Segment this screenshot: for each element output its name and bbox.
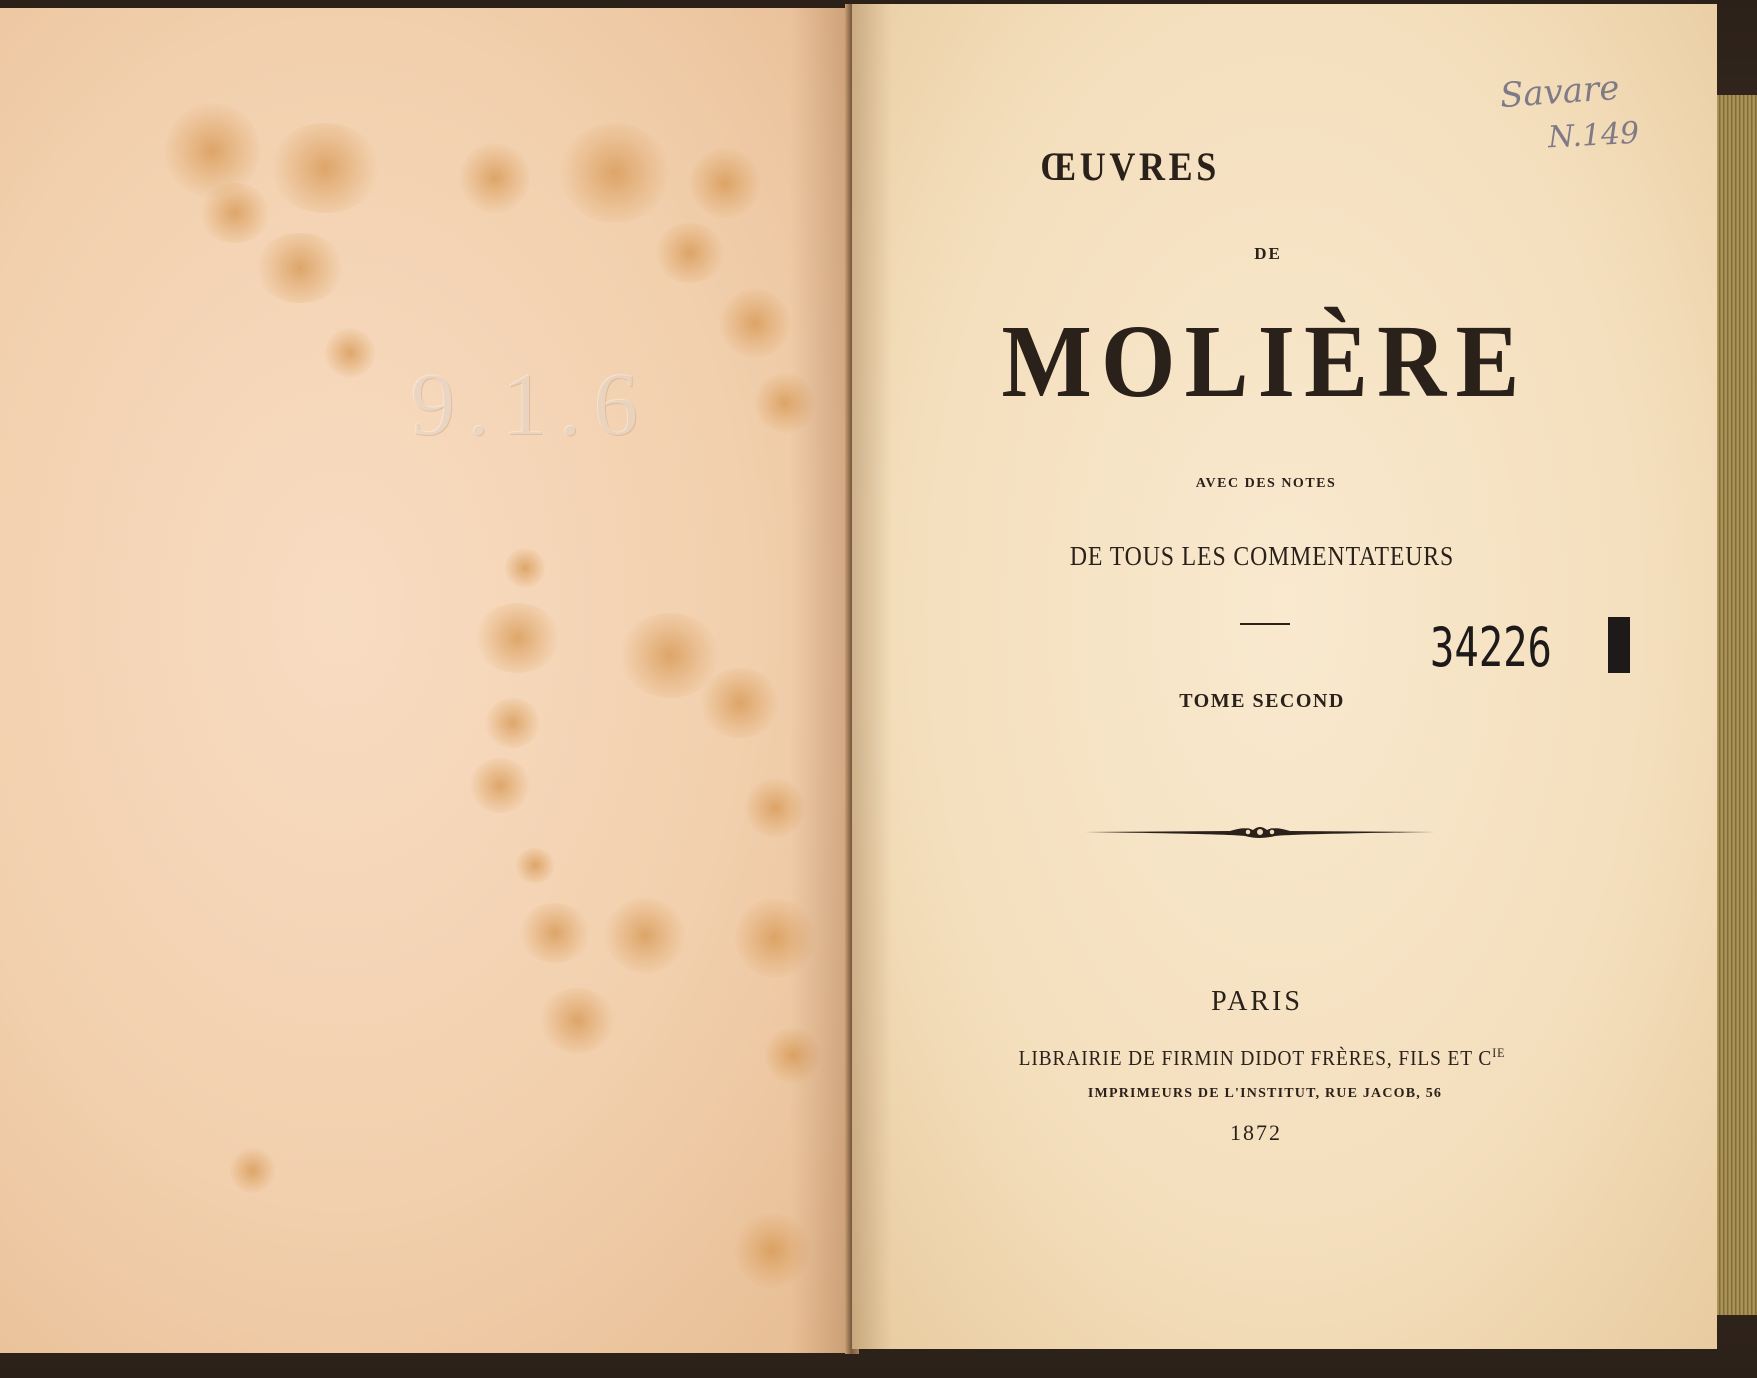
gilt-page-edge xyxy=(1712,95,1757,1315)
subtitle-commentators: DE TOUS LES COMMENTATEURS xyxy=(1069,541,1455,571)
publication-year: 1872 xyxy=(1230,1120,1282,1145)
stamp-bar xyxy=(1608,617,1630,673)
subtitle-notes: AVEC DES NOTES xyxy=(1195,476,1337,491)
publisher-line xyxy=(1019,1045,1506,1071)
foxing-spot xyxy=(505,548,545,588)
embossed-mark: 9.1.6 xyxy=(410,355,650,454)
foxing-spot xyxy=(690,148,760,218)
printer-line: IMPRIMEURS DE L'INSTITUT, RUE JACOB, 56 xyxy=(1087,1086,1443,1101)
foxing-spot xyxy=(745,778,805,838)
ornamental-flourish xyxy=(1085,820,1435,844)
foxing-spot xyxy=(325,328,375,378)
foxing-spot xyxy=(735,898,815,978)
foxing-spot xyxy=(700,668,780,738)
author-name: MOLIÈRE xyxy=(1001,304,1529,419)
publisher-suffix: IE xyxy=(1492,1045,1506,1060)
foxing-spot xyxy=(540,988,615,1053)
publisher-name: LIBRAIRIE DE FIRMIN DIDOT FRÈRES, FILS ET C xyxy=(1018,1046,1493,1070)
foxing-spot xyxy=(485,698,540,748)
foxing-spot xyxy=(655,223,725,283)
foxing-spot xyxy=(560,123,670,223)
foxing-spot xyxy=(605,898,685,973)
foxing-spot xyxy=(720,288,790,358)
foxing-spot xyxy=(255,233,345,303)
divider-rule xyxy=(1240,623,1290,625)
left-page xyxy=(0,8,850,1353)
foxing-spot xyxy=(765,1028,820,1083)
publication-city: PARIS xyxy=(1211,986,1303,1017)
foxing-spot xyxy=(755,373,815,433)
handwritten-note: N.149 xyxy=(1547,115,1640,156)
foxing-spot xyxy=(515,848,555,883)
title-de: DE xyxy=(1254,244,1282,263)
foxing-spot xyxy=(520,903,590,963)
volume-label: TOME SECOND xyxy=(1179,690,1345,712)
foxing-spot xyxy=(735,1213,810,1288)
foxing-spot xyxy=(200,183,270,243)
handwritten-note: Savare xyxy=(1498,67,1621,117)
library-stamp-number: 34226 xyxy=(1430,616,1552,679)
foxing-spot xyxy=(230,1148,275,1193)
title-oeuvres: ŒUVRES xyxy=(1040,144,1220,189)
foxing-spot xyxy=(270,123,380,213)
foxing-spot xyxy=(475,603,560,673)
foxing-spot xyxy=(470,758,530,813)
title-page xyxy=(852,4,1717,1349)
foxing-spot xyxy=(460,143,530,213)
